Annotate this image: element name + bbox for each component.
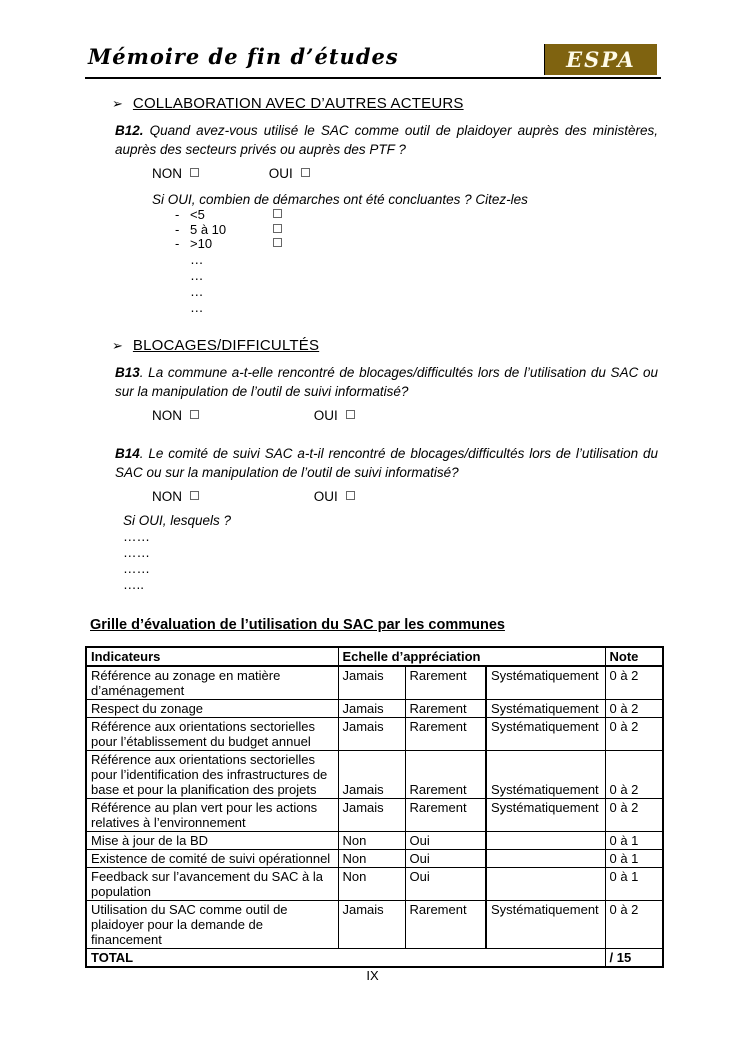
cell-indicateur: Mise à jour de la BD bbox=[86, 831, 338, 849]
cell-rarement: Rarement bbox=[405, 699, 486, 717]
cell-rarement: Rarement bbox=[405, 717, 486, 750]
cell-oui: Oui bbox=[405, 849, 486, 867]
arrow-bullet-icon: ➢ bbox=[112, 337, 123, 353]
cell-note: 0 à 2 bbox=[605, 717, 663, 750]
b13-non-group bbox=[152, 407, 310, 424]
b13-non-label: NON bbox=[152, 407, 182, 423]
b13-oui-group bbox=[314, 407, 355, 424]
b12-oui-group bbox=[269, 165, 310, 182]
section-heading-text: COLLABORATION AVEC D’AUTRES ACTEURS bbox=[132, 95, 464, 112]
question-b13 bbox=[115, 363, 658, 401]
b14-oui-group bbox=[314, 488, 355, 505]
table-row bbox=[86, 750, 663, 798]
question-b14-text: . Le comité de suivi SAC a-t-il rencontré de blocages/difficultés lors de l’utilisation du SAC ou sur la manipulation de l’outil de suivi informatisé? bbox=[115, 445, 658, 480]
col-header-note: Note bbox=[605, 647, 663, 666]
section-heading-text: BLOCAGES/DIFFICULTÉS bbox=[132, 336, 320, 354]
cell-empty bbox=[486, 849, 605, 867]
page-header bbox=[85, 0, 661, 79]
b14-answer-line: …… bbox=[123, 544, 150, 560]
table-row bbox=[86, 867, 663, 900]
cell-empty bbox=[486, 867, 605, 900]
b14-non-label: NON bbox=[152, 488, 182, 504]
cell-indicateur: Référence aux orientations sectorielles pour l’identification des infrastructures de base et pour la planification des projets bbox=[86, 750, 338, 798]
cell-systematiquement: Systématiquement bbox=[486, 699, 605, 717]
b12-answer-line: … bbox=[190, 283, 204, 299]
dash-bullet: - bbox=[175, 236, 180, 251]
b14-oui-label: OUI bbox=[313, 488, 338, 504]
b12-choice-row bbox=[152, 165, 661, 182]
cell-note: 0 à 2 bbox=[605, 666, 663, 700]
b12-answer-line: … bbox=[190, 299, 204, 315]
b12-non-group bbox=[152, 165, 265, 182]
b13-oui-label: OUI bbox=[313, 407, 338, 423]
page-number: IX bbox=[366, 968, 379, 983]
cell-jamais: Jamais bbox=[338, 900, 405, 948]
b12-option-label: >10 bbox=[190, 236, 213, 251]
question-b13-text: . La commune a-t-elle rencontré de blocages/difficultés lors de l’utilisation du SAC ou sur la manipulation de l’outil de suivi informatisé? bbox=[115, 364, 658, 399]
espa-logo bbox=[544, 44, 657, 75]
b12-option1-checkbox[interactable] bbox=[273, 209, 282, 218]
page-content bbox=[85, 95, 661, 968]
table-row bbox=[86, 699, 663, 717]
b12-option3-checkbox[interactable] bbox=[273, 238, 282, 247]
table-row bbox=[86, 831, 663, 849]
cell-indicateur: Référence au zonage en matière d’aménagement bbox=[86, 666, 338, 700]
b13-oui-checkbox[interactable] bbox=[346, 410, 355, 419]
cell-rarement: Rarement bbox=[405, 750, 486, 798]
b13-non-checkbox[interactable] bbox=[190, 410, 199, 419]
cell-indicateur: Feedback sur l’avancement du SAC à la population bbox=[86, 867, 338, 900]
header-title: Mémoire de fin d’études bbox=[88, 44, 399, 69]
question-b13-label: B13 bbox=[115, 364, 140, 380]
b12-answer-line: … bbox=[190, 267, 204, 283]
cell-indicateur: Existence de comité de suivi opérationnel bbox=[86, 849, 338, 867]
b14-answer-line: …… bbox=[123, 560, 150, 576]
cell-note: 0 à 2 bbox=[605, 699, 663, 717]
b14-answer-line: ….. bbox=[123, 576, 145, 592]
cell-note: 0 à 2 bbox=[605, 798, 663, 831]
espa-logo-text: ESPA bbox=[566, 47, 636, 72]
b12-answer-line: … bbox=[190, 251, 204, 267]
dash-bullet: - bbox=[175, 221, 180, 237]
col-header-indicateurs: Indicateurs bbox=[86, 647, 338, 666]
b12-option-row bbox=[175, 223, 661, 238]
table-row bbox=[86, 717, 663, 750]
b12-si-oui-text: Si OUI, combien de démarches ont été concluantes ? Citez-les bbox=[152, 192, 528, 207]
b12-oui-label: OUI bbox=[268, 166, 293, 181]
b12-option2-checkbox[interactable] bbox=[273, 224, 282, 233]
cell-indicateur: Référence aux orientations sectorielles pour l’établissement du budget annuel bbox=[86, 717, 338, 750]
table-total-row bbox=[86, 948, 663, 967]
evaluation-table bbox=[85, 646, 664, 968]
section-heading-blocages bbox=[112, 337, 661, 354]
total-value: / 15 bbox=[605, 948, 663, 967]
cell-rarement: Rarement bbox=[405, 798, 486, 831]
cell-non: Non bbox=[338, 867, 405, 900]
cell-empty bbox=[486, 831, 605, 849]
cell-non: Non bbox=[338, 831, 405, 849]
cell-note: 0 à 1 bbox=[605, 849, 663, 867]
cell-jamais: Jamais bbox=[338, 750, 405, 798]
cell-jamais: Jamais bbox=[338, 666, 405, 700]
b13-choice-row bbox=[152, 407, 661, 424]
question-b14-label: B14 bbox=[115, 445, 140, 461]
cell-oui: Oui bbox=[405, 831, 486, 849]
cell-rarement: Rarement bbox=[405, 900, 486, 948]
b12-non-label: NON bbox=[152, 166, 182, 181]
b14-non-checkbox[interactable] bbox=[190, 491, 199, 500]
question-b14 bbox=[115, 444, 658, 482]
cell-indicateur: Utilisation du SAC comme outil de plaidoyer pour la demande de financement bbox=[86, 900, 338, 948]
b14-answer-line: …… bbox=[123, 528, 150, 544]
cell-oui: Oui bbox=[405, 867, 486, 900]
b14-si-oui-text: Si OUI, lesquels ? bbox=[123, 512, 232, 528]
cell-systematiquement: Systématiquement bbox=[486, 717, 605, 750]
b12-option-row bbox=[175, 208, 661, 223]
table-row bbox=[86, 666, 663, 700]
question-b12-label: B12. bbox=[115, 123, 144, 138]
dash-bullet: - bbox=[175, 207, 180, 222]
b12-option-row bbox=[175, 237, 661, 252]
b14-oui-checkbox[interactable] bbox=[346, 491, 355, 500]
cell-indicateur: Référence au plan vert pour les actions relatives à l’environnement bbox=[86, 798, 338, 831]
question-b12-text: Quand avez-vous utilisé le SAC comme outil de plaidoyer auprès des ministères, auprès des secteurs privés ou auprès des PTF ? bbox=[115, 123, 658, 157]
cell-note: 0 à 2 bbox=[605, 900, 663, 948]
cell-jamais: Jamais bbox=[338, 798, 405, 831]
cell-note: 0 à 1 bbox=[605, 867, 663, 900]
section-heading-collaboration bbox=[112, 95, 661, 112]
col-header-echelle: Echelle d’appréciation bbox=[338, 647, 605, 666]
cell-systematiquement: Systématiquement bbox=[486, 798, 605, 831]
cell-indicateur: Respect du zonage bbox=[86, 699, 338, 717]
cell-systematiquement: Systématiquement bbox=[486, 666, 605, 700]
cell-systematiquement: Systématiquement bbox=[486, 900, 605, 948]
table-row bbox=[86, 849, 663, 867]
cell-systematiquement: Systématiquement bbox=[486, 750, 605, 798]
cell-note: 0 à 1 bbox=[605, 831, 663, 849]
b12-option-label: <5 bbox=[190, 207, 205, 222]
table-header-row bbox=[86, 647, 663, 666]
b14-choice-row bbox=[152, 488, 661, 505]
table-row bbox=[86, 900, 663, 948]
cell-jamais: Jamais bbox=[338, 699, 405, 717]
arrow-bullet-icon: ➢ bbox=[112, 96, 123, 111]
table-row bbox=[86, 798, 663, 831]
cell-note: 0 à 2 bbox=[605, 750, 663, 798]
b14-non-group bbox=[152, 488, 310, 505]
cell-jamais: Jamais bbox=[338, 717, 405, 750]
question-b12 bbox=[115, 121, 658, 159]
cell-rarement: Rarement bbox=[405, 666, 486, 700]
b12-oui-checkbox[interactable] bbox=[301, 168, 310, 177]
b12-non-checkbox[interactable] bbox=[190, 168, 199, 177]
cell-non: Non bbox=[338, 849, 405, 867]
total-label: TOTAL bbox=[86, 948, 605, 967]
b12-option-label: 5 à 10 bbox=[190, 221, 227, 237]
grille-heading: Grille d’évaluation de l’utilisation du SAC par les communes bbox=[90, 616, 505, 633]
